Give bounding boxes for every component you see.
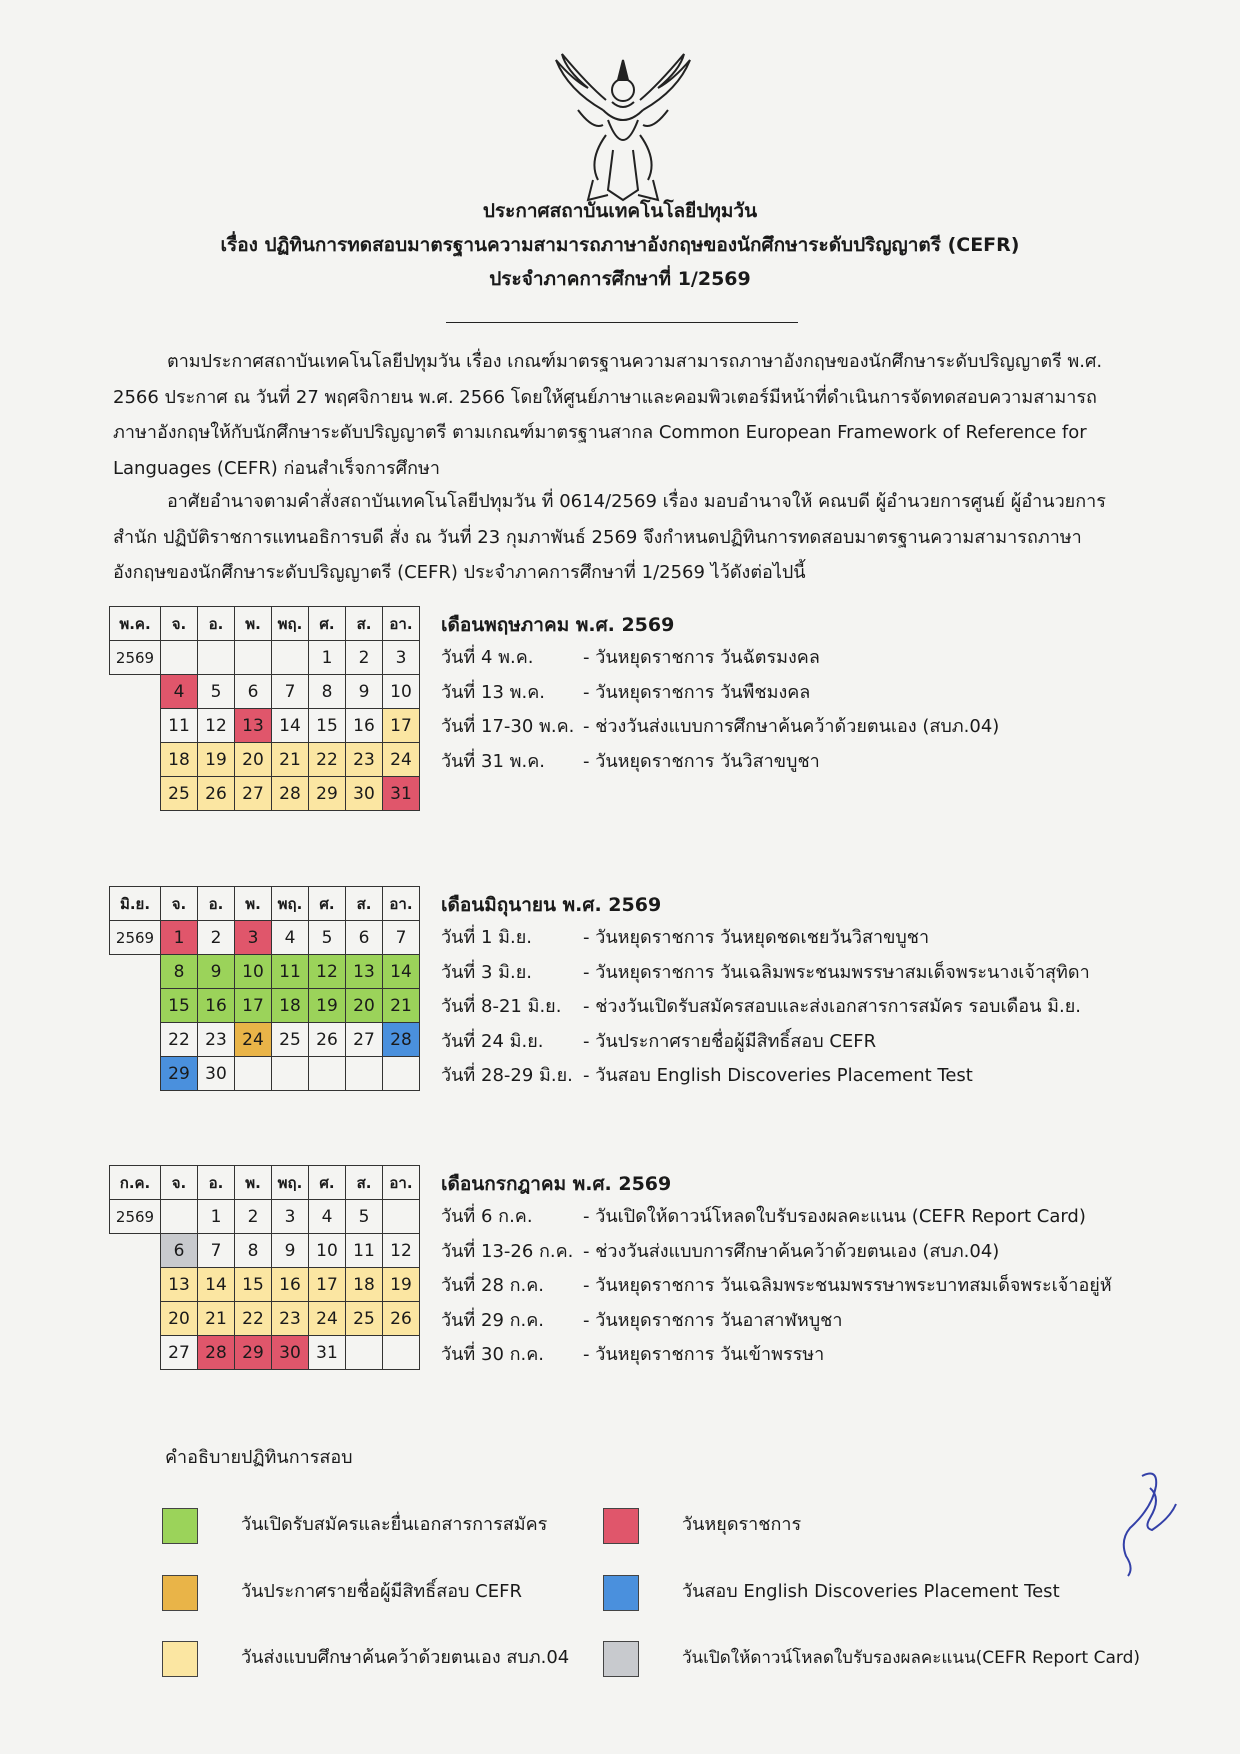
day-cell: 11 xyxy=(272,955,309,989)
day-cell xyxy=(235,1057,272,1091)
event-date: วันที่ 13-26 ก.ค. xyxy=(441,1240,574,1262)
weekday-header: อ. xyxy=(198,1166,235,1200)
spacer-cell xyxy=(110,1057,161,1091)
legend-label-selfstudy: วันส่งแบบศึกษาค้นคว้าด้วยตนเอง สบภ.04 xyxy=(241,1647,570,1668)
day-cell: 14 xyxy=(198,1268,235,1302)
day-cell xyxy=(161,641,198,675)
weekday-header: จ. xyxy=(161,607,198,641)
day-cell: 23 xyxy=(272,1302,309,1336)
day-cell: 18 xyxy=(346,1268,383,1302)
event-text: - ช่วงวันส่งแบบการศึกษาค้นคว้าด้วยตนเอง (สบภ.04) xyxy=(583,1240,1000,1262)
spacer-cell xyxy=(110,955,161,989)
event-date: วันที่ 1 มิ.ย. xyxy=(441,927,533,948)
day-cell: 26 xyxy=(383,1302,420,1336)
day-cell xyxy=(272,641,309,675)
day-cell: 4 xyxy=(309,1200,346,1234)
spacer-cell xyxy=(110,1268,161,1302)
day-cell: 15 xyxy=(309,709,346,743)
spacer-cell xyxy=(110,1234,161,1268)
event-date: วันที่ 4 พ.ค. xyxy=(441,647,534,668)
spacer-cell xyxy=(110,743,161,777)
weekday-header: อา. xyxy=(383,887,420,921)
spacer-cell xyxy=(110,675,161,709)
day-cell: 14 xyxy=(272,709,309,743)
weekday-header: พ. xyxy=(235,887,272,921)
day-cell: 20 xyxy=(235,743,272,777)
signature-icon xyxy=(1090,1468,1180,1578)
day-cell: 7 xyxy=(272,675,309,709)
weekday-header: พฤ. xyxy=(272,1166,309,1200)
event-text: - วันสอบ English Discoveries Placement Test xyxy=(583,1065,973,1087)
event-date: วันที่ 28-29 มิ.ย. xyxy=(441,1065,573,1087)
day-cell: 13 xyxy=(161,1268,198,1302)
day-cell: 8 xyxy=(161,955,198,989)
day-cell: 22 xyxy=(161,1023,198,1057)
year-cell: 2569 xyxy=(110,1200,161,1234)
legend-swatch-yellow xyxy=(162,1641,198,1677)
day-cell: 5 xyxy=(198,675,235,709)
day-cell: 6 xyxy=(346,921,383,955)
legend-swatch-blue xyxy=(603,1575,639,1611)
event-text: - วันหยุดราชการ วันพืชมงคล xyxy=(583,681,811,703)
day-cell: 18 xyxy=(161,743,198,777)
weekday-header: พ. xyxy=(235,1166,272,1200)
spacer-cell xyxy=(110,709,161,743)
day-cell: 13 xyxy=(346,955,383,989)
day-cell: 26 xyxy=(198,777,235,811)
day-cell: 30 xyxy=(198,1057,235,1091)
day-cell: 5 xyxy=(346,1200,383,1234)
day-cell: 3 xyxy=(235,921,272,955)
garuda-emblem-icon xyxy=(548,50,698,210)
calendar-table xyxy=(109,1165,420,1370)
day-cell: 19 xyxy=(383,1268,420,1302)
event-date: วันที่ 28 ก.ค. xyxy=(441,1275,545,1297)
event-text: - วันหยุดราชการ วันหยุดชดเชยวันวิสาขบูชา xyxy=(583,927,930,948)
day-cell: 1 xyxy=(161,921,198,955)
spacer-cell xyxy=(110,989,161,1023)
legend-swatch-green xyxy=(162,1508,198,1544)
day-cell: 2 xyxy=(346,641,383,675)
event-text: - ช่วงวันส่งแบบการศึกษาค้นคว้าด้วยตนเอง (สบภ.04) xyxy=(583,716,1000,738)
day-cell: 8 xyxy=(309,675,346,709)
day-cell: 12 xyxy=(198,709,235,743)
day-cell: 24 xyxy=(383,743,420,777)
day-cell: 29 xyxy=(309,777,346,811)
day-cell: 18 xyxy=(272,989,309,1023)
day-cell: 27 xyxy=(346,1023,383,1057)
day-cell: 31 xyxy=(383,777,420,811)
weekday-header: พฤ. xyxy=(272,607,309,641)
day-cell: 17 xyxy=(235,989,272,1023)
weekday-header: จ. xyxy=(161,1166,198,1200)
day-cell: 21 xyxy=(272,743,309,777)
weekday-header: ส. xyxy=(346,1166,383,1200)
day-cell: 2 xyxy=(235,1200,272,1234)
day-cell: 11 xyxy=(346,1234,383,1268)
weekday-header: พฤ. xyxy=(272,887,309,921)
month-abbr: ก.ค. xyxy=(110,1166,161,1200)
weekday-header: ส. xyxy=(346,887,383,921)
day-cell: 1 xyxy=(198,1200,235,1234)
spacer-cell xyxy=(110,777,161,811)
legend-title: คำอธิบายปฏิทินการสอบ xyxy=(165,1447,353,1468)
day-cell: 13 xyxy=(235,709,272,743)
weekday-header: ศ. xyxy=(309,1166,346,1200)
day-cell: 7 xyxy=(198,1234,235,1268)
event-text: - วันประกาศรายชื่อผู้มีสิทธิ์สอบ CEFR xyxy=(583,1030,877,1052)
paragraph-1: ตามประกาศสถาบันเทคโนโลยีปทุมวัน เรื่อง เกณฑ์มาตรฐานความสามารถภาษาอังกฤษของนักศึกษาระดับปริญญาตรี พ.ศ. 2566 ประกาศ ณ วันที่ 27 พฤศจิกายน พ.ศ. 2566 โดยให้ศูนย์ภาษาและคอมพิวเตอร์มีหน้าที่ดำเนินการจัดทดสอบความสามารถภาษาอังกฤษให้กับนักศึกษาระดับปริญญาตรี ตามเกณฑ์มาตรฐานสากล Common European Framework of Reference for Languages (CEFR) ก่อนสำเร็จการศึกษา xyxy=(113,351,1103,479)
event-text: - วันหยุดราชการ วันเฉลิมพระชนมพรรษาพระบาทสมเด็จพระเจ้าอยู่หั xyxy=(583,1275,1112,1297)
event-text: - วันเปิดให้ดาวน์โหลดใบรับรองผลคะแนน (CEFR Report Card) xyxy=(583,1206,1086,1227)
day-cell: 17 xyxy=(383,709,420,743)
event-text: - วันหยุดราชการ วันเข้าพรรษา xyxy=(583,1344,825,1366)
day-cell: 29 xyxy=(235,1336,272,1370)
day-cell: 15 xyxy=(161,989,198,1023)
legend-label-announce: วันประกาศรายชื่อผู้มีสิทธิ์สอบ CEFR xyxy=(241,1581,522,1602)
legend-label-registration: วันเปิดรับสมัครและยื่นเอกสารการสมัคร xyxy=(241,1514,548,1535)
day-cell: 25 xyxy=(346,1302,383,1336)
event-date: วันที่ 30 ก.ค. xyxy=(441,1344,545,1366)
weekday-header: อ. xyxy=(198,607,235,641)
calendar-table xyxy=(109,886,420,1091)
event-text: - ช่วงวันเปิดรับสมัครสอบและส่งเอกสารการสมัคร รอบเดือน มิ.ย. xyxy=(583,996,1081,1018)
day-cell: 16 xyxy=(346,709,383,743)
day-cell: 4 xyxy=(272,921,309,955)
event-text: - วันหยุดราชการ วันอาสาฬหบูชา xyxy=(583,1309,843,1331)
day-cell: 1 xyxy=(309,641,346,675)
announcement-subject: เรื่อง ปฏิทินการทดสอบมาตรฐานความสามารถภาษาอังกฤษของนักศึกษาระดับปริญญาตรี (CEFR) xyxy=(220,234,1020,256)
legend-swatch-red xyxy=(603,1508,639,1544)
day-cell: 27 xyxy=(161,1336,198,1370)
day-cell: 10 xyxy=(383,675,420,709)
day-cell: 25 xyxy=(161,777,198,811)
day-cell: 9 xyxy=(346,675,383,709)
weekday-header: ส. xyxy=(346,607,383,641)
event-date: วันที่ 3 มิ.ย. xyxy=(441,961,533,983)
day-cell xyxy=(346,1336,383,1370)
day-cell xyxy=(309,1057,346,1091)
day-cell: 11 xyxy=(161,709,198,743)
day-cell: 28 xyxy=(198,1336,235,1370)
day-cell: 3 xyxy=(272,1200,309,1234)
event-date: วันที่ 13 พ.ค. xyxy=(441,681,545,703)
day-cell: 19 xyxy=(198,743,235,777)
day-cell: 9 xyxy=(272,1234,309,1268)
day-cell: 19 xyxy=(309,989,346,1023)
weekday-header: อา. xyxy=(383,1166,420,1200)
weekday-header: อา. xyxy=(383,607,420,641)
event-date: วันที่ 29 ก.ค. xyxy=(441,1309,545,1331)
day-cell xyxy=(198,641,235,675)
title-underline xyxy=(446,322,798,323)
day-cell: 30 xyxy=(346,777,383,811)
day-cell: 9 xyxy=(198,955,235,989)
legend-swatch-orange xyxy=(162,1575,198,1611)
day-cell: 21 xyxy=(198,1302,235,1336)
day-cell xyxy=(383,1200,420,1234)
event-date: วันที่ 6 ก.ค. xyxy=(441,1206,533,1227)
day-cell: 25 xyxy=(272,1023,309,1057)
day-cell: 12 xyxy=(383,1234,420,1268)
event-date: วันที่ 8-21 มิ.ย. xyxy=(441,996,562,1018)
day-cell xyxy=(346,1057,383,1091)
day-cell: 30 xyxy=(272,1336,309,1370)
day-cell: 22 xyxy=(309,743,346,777)
day-cell: 14 xyxy=(383,955,420,989)
calendar-table xyxy=(109,606,420,811)
day-cell: 28 xyxy=(383,1023,420,1057)
day-cell: 27 xyxy=(235,777,272,811)
announcement-semester: ประจำภาคการศึกษาที่ 1/2569 xyxy=(489,268,751,290)
event-date: วันที่ 24 มิ.ย. xyxy=(441,1030,544,1052)
day-cell: 10 xyxy=(235,955,272,989)
announcement-title: ประกาศสถาบันเทคโนโลยีปทุมวัน xyxy=(482,200,758,222)
month-title: เดือนกรกฎาคม พ.ศ. 2569 xyxy=(441,1173,672,1195)
day-cell: 22 xyxy=(235,1302,272,1336)
day-cell: 2 xyxy=(198,921,235,955)
day-cell xyxy=(272,1057,309,1091)
weekday-header: อ. xyxy=(198,887,235,921)
day-cell: 15 xyxy=(235,1268,272,1302)
day-cell xyxy=(161,1200,198,1234)
legend-swatch-gray xyxy=(603,1641,639,1677)
month-title: เดือนพฤษภาคม พ.ศ. 2569 xyxy=(441,614,675,636)
day-cell: 8 xyxy=(235,1234,272,1268)
day-cell: 6 xyxy=(161,1234,198,1268)
day-cell: 20 xyxy=(346,989,383,1023)
event-date: วันที่ 17-30 พ.ค. xyxy=(441,716,575,738)
legend-label-download: วันเปิดให้ดาวน์โหลดใบรับรองผลคะแนน(CEFR Report Card) xyxy=(682,1648,1140,1668)
day-cell: 17 xyxy=(309,1268,346,1302)
year-cell: 2569 xyxy=(110,641,161,675)
day-cell: 28 xyxy=(272,777,309,811)
day-cell: 23 xyxy=(198,1023,235,1057)
day-cell: 26 xyxy=(309,1023,346,1057)
day-cell: 4 xyxy=(161,675,198,709)
spacer-cell xyxy=(110,1023,161,1057)
day-cell: 24 xyxy=(309,1302,346,1336)
event-date: วันที่ 31 พ.ค. xyxy=(441,750,545,772)
day-cell: 23 xyxy=(346,743,383,777)
day-cell xyxy=(383,1336,420,1370)
day-cell: 20 xyxy=(161,1302,198,1336)
weekday-header: ศ. xyxy=(309,607,346,641)
event-text: - วันหยุดราชการ วันเฉลิมพระชนมพรรษาสมเด็จพระนางเจ้าสุทิดา xyxy=(583,961,1090,983)
day-cell: 24 xyxy=(235,1023,272,1057)
weekday-header: พ. xyxy=(235,607,272,641)
day-cell: 5 xyxy=(309,921,346,955)
spacer-cell xyxy=(110,1336,161,1370)
legend-label-exam: วันสอบ English Discoveries Placement Test xyxy=(682,1581,1060,1602)
paragraph-2: อาศัยอำนาจตามคำสั่งสถาบันเทคโนโลยีปทุมวัน ที่ 0614/2569 เรื่อง มอบอำนาจให้ คณบดี ผู้อำนวยการศูนย์ ผู้อำนวยการสำนัก ปฏิบัติราชการแทนอธิการบดี สั่ง ณ วันที่ 23 กุมภาพันธ์ 2569 จึงกำหนดปฏิทินการทดสอบมาตรฐานความสามารถภาษาอังกฤษของนักศึกษาระดับปริญญาตรี (CEFR) ประจำภาคการศึกษาที่ 1/2569 ไว้ดังต่อไปนี้ xyxy=(113,491,1106,583)
day-cell xyxy=(235,641,272,675)
month-abbr: พ.ค. xyxy=(110,607,161,641)
month-abbr: มิ.ย. xyxy=(110,887,161,921)
day-cell: 6 xyxy=(235,675,272,709)
day-cell: 21 xyxy=(383,989,420,1023)
day-cell: 7 xyxy=(383,921,420,955)
day-cell: 3 xyxy=(383,641,420,675)
day-cell: 31 xyxy=(309,1336,346,1370)
spacer-cell xyxy=(110,1302,161,1336)
weekday-header: จ. xyxy=(161,887,198,921)
month-title: เดือนมิถุนายน พ.ศ. 2569 xyxy=(441,894,662,916)
day-cell: 10 xyxy=(309,1234,346,1268)
event-text: - วันหยุดราชการ วันวิสาขบูชา xyxy=(583,750,820,772)
legend-label-holiday: วันหยุดราชการ xyxy=(682,1514,802,1535)
year-cell: 2569 xyxy=(110,921,161,955)
weekday-header: ศ. xyxy=(309,887,346,921)
day-cell xyxy=(383,1057,420,1091)
day-cell: 16 xyxy=(272,1268,309,1302)
day-cell: 29 xyxy=(161,1057,198,1091)
day-cell: 16 xyxy=(198,989,235,1023)
day-cell: 12 xyxy=(309,955,346,989)
event-text: - วันหยุดราชการ วันฉัตรมงคล xyxy=(583,647,820,668)
